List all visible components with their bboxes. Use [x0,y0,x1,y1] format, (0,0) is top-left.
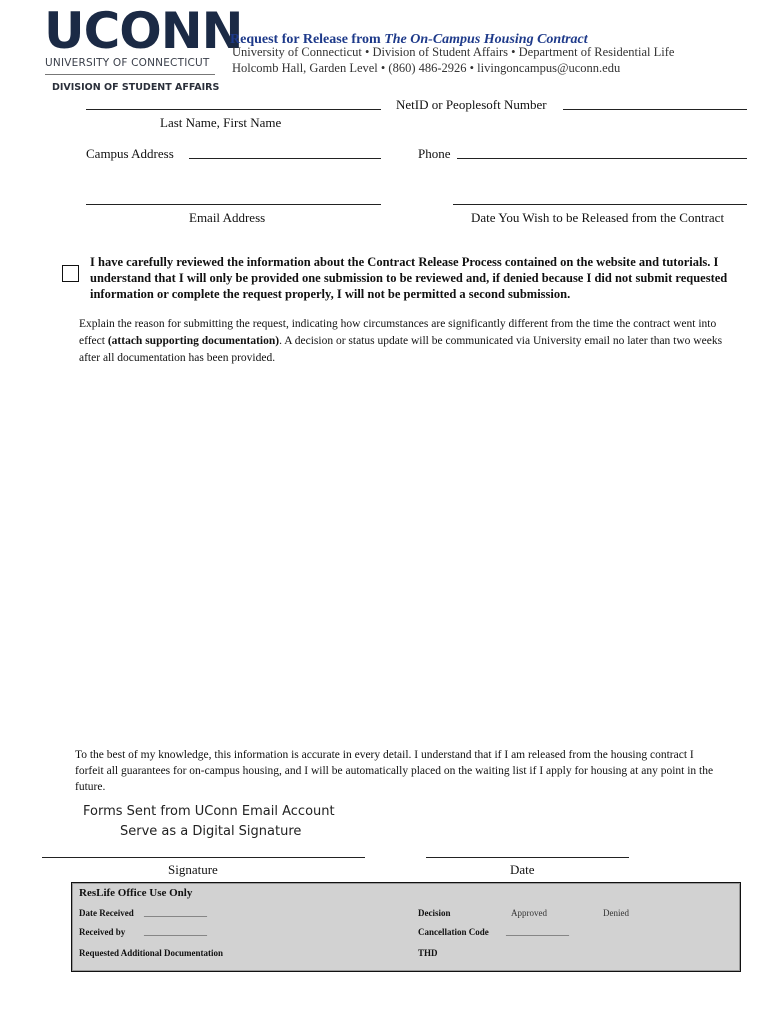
digital-signature-note-line1: Forms Sent from UConn Email Account [83,804,335,819]
logo-divider [45,74,215,75]
release-date-label: Date You Wish to be Released from the Contract [471,210,725,225]
date-received-field[interactable]: ______________ [144,908,207,918]
cancellation-code-field[interactable]: ______________ [506,927,569,937]
signature-date-label: Date [510,862,535,877]
email-label: Email Address [189,210,266,225]
date-received-label: Date Received [79,908,134,918]
explanation-bold: (attach supporting documentation) [107,335,280,347]
requested-docs-label: Requested Additional Documentation [79,948,224,958]
signature-label: Signature [168,862,218,877]
digital-signature-note-line2: Serve as a Digital Signature [120,824,302,839]
division-name: DIVISION OF STUDENT AFFAIRS [52,82,220,93]
university-name: UNIVERSITY OF CONNECTICUT [45,57,210,69]
explanation-text-1: Explain the reason for submitting the request, indicating how circumstances are significantly different from the time the contract went into effect [79,318,717,347]
signature-date-field[interactable] [426,845,629,858]
thd-label: THD [418,948,438,958]
explanation-instructions [79,316,739,367]
header-department-line: University of Connecticut • Division of Student Affairs • Department of Residential Life [232,45,675,59]
acknowledgement-checkbox[interactable] [62,265,79,282]
cancellation-code-label: Cancellation Code [418,927,489,937]
acknowledgement-text: I have carefully reviewed the information about the Contract Release Process contained on the website and tutorials. I understand that I will only be provided one submission to be reviewed and, if denied because I did not submit requested information or complete the request properly, I will not be permitted a second submission. [90,255,728,301]
certification-text: To the best of my knowledge, this information is accurate in every detail. I understand that if I am released from the housing contract I forfeit all guarantees for on-campus housing, and I will be automatically placed on the waiting list if I apply for housing at any point in the future. [75,749,714,793]
decision-approved-option[interactable]: Approved [511,908,547,918]
form-title-prefix: Request for Release from [230,32,385,47]
explanation-text-2: . A decision or status update will be communicated via University email no later than two weeks after all documentation has been provided. [79,335,723,364]
email-field[interactable] [86,192,381,205]
name-field[interactable] [86,97,381,110]
netid-label: NetID or Peoplesoft Number [396,97,547,112]
phone-field[interactable] [457,146,747,159]
netid-field[interactable] [563,97,747,110]
decision-denied-option[interactable]: Denied [603,908,629,918]
campus-address-label: Campus Address [86,146,174,161]
form-title-italic: The On-Campus Housing Contract [384,32,588,47]
header-contact-line: Holcomb Hall, Garden Level • (860) 486-2926 • livingoncampus@uconn.edu [232,61,621,75]
signature-field[interactable] [42,845,365,858]
received-by-label: Received by [79,927,126,937]
uconn-logo: UCONN [44,2,243,60]
received-by-field[interactable]: ______________ [144,927,207,937]
phone-label: Phone [418,146,451,161]
name-label: Last Name, First Name [160,115,282,130]
office-use-title: ResLife Office Use Only [79,887,193,899]
explanation-area[interactable] [79,372,739,732]
decision-label: Decision [418,908,451,918]
office-use-box [71,882,741,972]
campus-address-field[interactable] [189,146,381,159]
release-date-field[interactable] [453,192,747,205]
